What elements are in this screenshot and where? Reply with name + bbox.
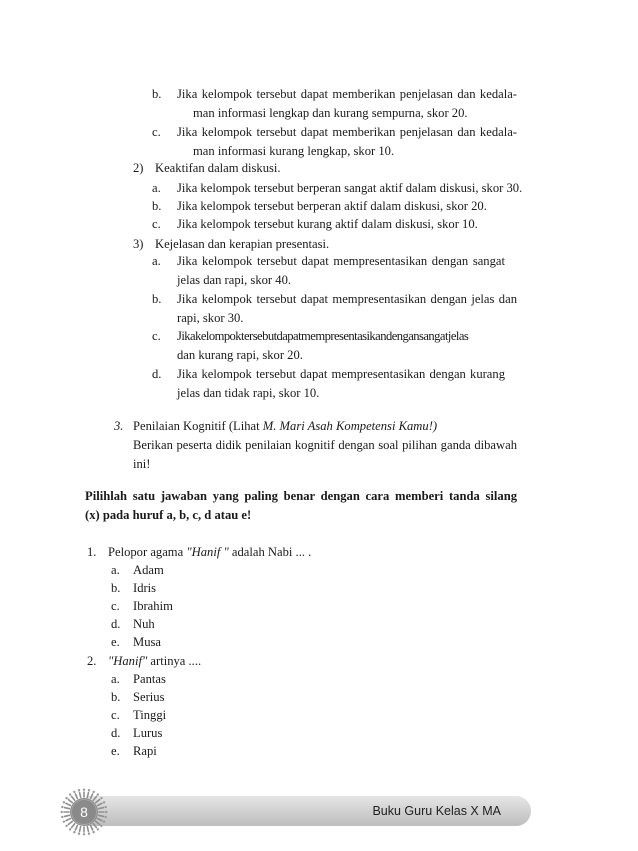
rubric-text: man informasi lengkap dan kurang sempurna, skor 20. [193, 106, 468, 120]
list-marker: 3) [133, 237, 144, 251]
rubric-text: Jika kelompok tersebut dapat mempresentasikan dengan sangat [177, 254, 505, 268]
rubric-heading: Keaktifan dalam diskusi. [155, 161, 281, 175]
rubric-text: Jika kelompok tersebut berperan sangat aktif dalam diskusi, skor 30. [177, 181, 523, 195]
question-term: "Hanif" [108, 654, 148, 668]
option-letter[interactable]: b. [111, 581, 121, 595]
list-marker: b. [152, 292, 162, 306]
rubric-text: rapi, skor 30. [177, 311, 244, 325]
option-letter[interactable]: a. [111, 563, 120, 577]
rubric-text: jelas dan tidak rapi, skor 10. [177, 386, 320, 400]
section-title-reference: M. Mari Asah Kompetensi Kamu!) [262, 419, 438, 433]
question-number: 2. [87, 654, 97, 668]
footer-book-title: Buku Guru Kelas X MA [372, 804, 501, 818]
list-marker: b. [152, 87, 162, 101]
question-text [108, 544, 311, 560]
rubric-text: Jika kelompok tersebut dapat mempresentasikan dengan kurang [177, 367, 505, 381]
rubric-text: Jikakelompoktersebutdapatmempresentasikandengansangatjelas [177, 329, 469, 343]
option-letter[interactable]: c. [111, 599, 120, 613]
instruction-text: Pilihlah satu jawaban yang paling benar dengan cara memberi tanda silang [85, 489, 517, 503]
option-letter[interactable]: a. [111, 672, 120, 686]
option-text[interactable]: Ibrahim [133, 599, 173, 613]
question-text-part: Pelopor agama [108, 545, 187, 559]
option-text[interactable]: Pantas [133, 672, 166, 686]
question-text-part: artinya .... [147, 654, 202, 668]
footer-bar [86, 796, 531, 826]
question-text-part: adalah Nabi ... . [228, 545, 312, 559]
option-text[interactable]: Serius [133, 690, 165, 704]
list-marker: a. [152, 254, 161, 268]
list-marker: c. [152, 217, 161, 231]
option-letter[interactable]: b. [111, 690, 121, 704]
rubric-text: Jika kelompok tersebut dapat mempresentasikan dengan jelas dan [177, 292, 517, 306]
rubric-text: jelas dan rapi, skor 40. [177, 273, 292, 287]
option-text[interactable]: Lurus [133, 726, 163, 740]
rubric-text: Jika kelompok tersebut kurang aktif dalam diskusi, skor 10. [177, 217, 478, 231]
rubric-text: dan kurang rapi, skor 20. [177, 348, 303, 362]
list-marker: 2) [133, 161, 144, 175]
option-letter[interactable]: c. [111, 708, 120, 722]
page-number: 8 [80, 804, 88, 820]
list-marker: a. [152, 181, 161, 195]
section-body: Berikan peserta didik penilaian kognitif dengan soal pilihan ganda dibawah [133, 438, 517, 452]
rubric-text: Jika kelompok tersebut dapat memberikan penjelasan dan kedala- [177, 125, 517, 139]
list-marker: d. [152, 367, 162, 381]
option-text[interactable]: Idris [133, 581, 157, 595]
section-title [133, 418, 437, 434]
option-text[interactable]: Adam [133, 563, 164, 577]
list-marker: c. [152, 125, 161, 139]
rubric-text: Jika kelompok tersebut berperan aktif dalam diskusi, skor 20. [177, 199, 487, 213]
question-term: "Hanif " [186, 545, 229, 559]
section-body: ini! [133, 457, 151, 471]
option-letter[interactable]: e. [111, 744, 120, 758]
section-number: 3. [114, 419, 124, 433]
section-title-prefix: Penilaian Kognitif (Lihat [133, 419, 263, 433]
question-number: 1. [87, 545, 97, 559]
question-text [108, 653, 201, 669]
option-text[interactable]: Rapi [133, 744, 157, 758]
option-letter[interactable]: d. [111, 726, 121, 740]
rubric-heading: Kejelasan dan kerapian presentasi. [155, 237, 330, 251]
instruction-text: (x) pada huruf a, b, c, d atau e! [85, 508, 252, 522]
rubric-text: Jika kelompok tersebut dapat memberikan penjelasan dan kedala- [177, 87, 517, 101]
list-marker: c. [152, 329, 161, 343]
option-text[interactable]: Tinggi [133, 708, 167, 722]
option-text[interactable]: Nuh [133, 617, 155, 631]
page-number-badge [60, 788, 108, 836]
rubric-text: man informasi kurang lengkap, skor 10. [193, 144, 395, 158]
option-text[interactable]: Musa [133, 635, 161, 649]
option-letter[interactable]: d. [111, 617, 121, 631]
list-marker: b. [152, 199, 162, 213]
option-letter[interactable]: e. [111, 635, 120, 649]
